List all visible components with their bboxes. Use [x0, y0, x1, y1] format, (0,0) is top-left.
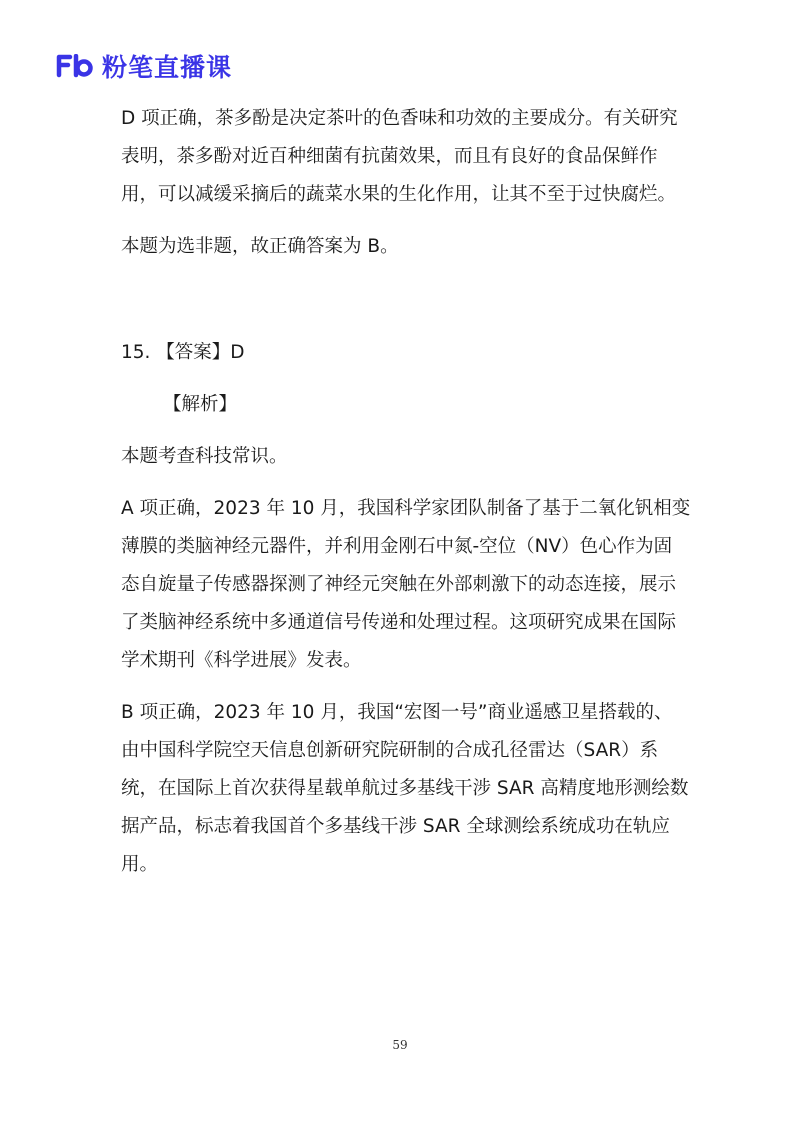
b-option-paragraph	[121, 694, 689, 884]
text-line: A 项正确，2023 年 10 月，我国科学家团队制备了基于二氧化钒相变	[121, 498, 691, 519]
conclusion-paragraph: 本题为选非题，故正确答案为 B。	[121, 236, 399, 257]
text-line: 表明，茶多酚对近百种细菌有抗菌效果，而且有良好的食品保鲜作	[121, 146, 658, 167]
text-line: 由中国科学院空天信息创新研究院研制的合成孔径雷达（SAR）系	[121, 740, 659, 761]
q15-answer-line: 15. 【答案】D	[121, 342, 245, 363]
fenbi-logo-icon	[56, 52, 96, 80]
text-line: 薄膜的类脑神经元器件，并利用金刚石中氮-空位（NV）色心作为固	[121, 536, 673, 557]
topic-paragraph: 本题考查科技常识。	[121, 446, 288, 467]
text-line: 用，可以减缓采摘后的蔬菜水果的生化作用，让其不至于过快腐烂。	[121, 184, 677, 205]
d-option-paragraph	[121, 100, 681, 214]
logo-text: 粉笔直播课	[102, 53, 233, 82]
page-number: 59	[392, 1038, 408, 1052]
text-line: D 项正确，茶多酚是决定茶叶的色香味和功效的主要成分。有关研究	[121, 108, 678, 129]
text-line: 学术期刊《科学进展》发表。	[121, 650, 362, 671]
text-line: 态自旋量子传感器探测了神经元突触在外部刺激下的动态连接，展示	[121, 574, 677, 595]
text-line: 据产品，标志着我国首个多基线干涉 SAR 全球测绘系统成功在轨应	[121, 816, 670, 837]
text-line: B 项正确，2023 年 10 月，我国“宏图一号”商业遥感卫星搭载的、	[121, 702, 673, 723]
text-line: 了类脑神经系统中多通道信号传递和处理过程。这项研究成果在国际	[121, 612, 677, 633]
text-line: 用。	[121, 854, 159, 875]
a-option-paragraph	[121, 490, 691, 680]
analysis-label: 【解析】	[163, 394, 238, 415]
text-line: 统，在国际上首次获得星载单航过多基线干涉 SAR 高精度地形测绘数	[121, 778, 689, 799]
page-content	[121, 100, 691, 898]
page-header	[56, 50, 232, 82]
